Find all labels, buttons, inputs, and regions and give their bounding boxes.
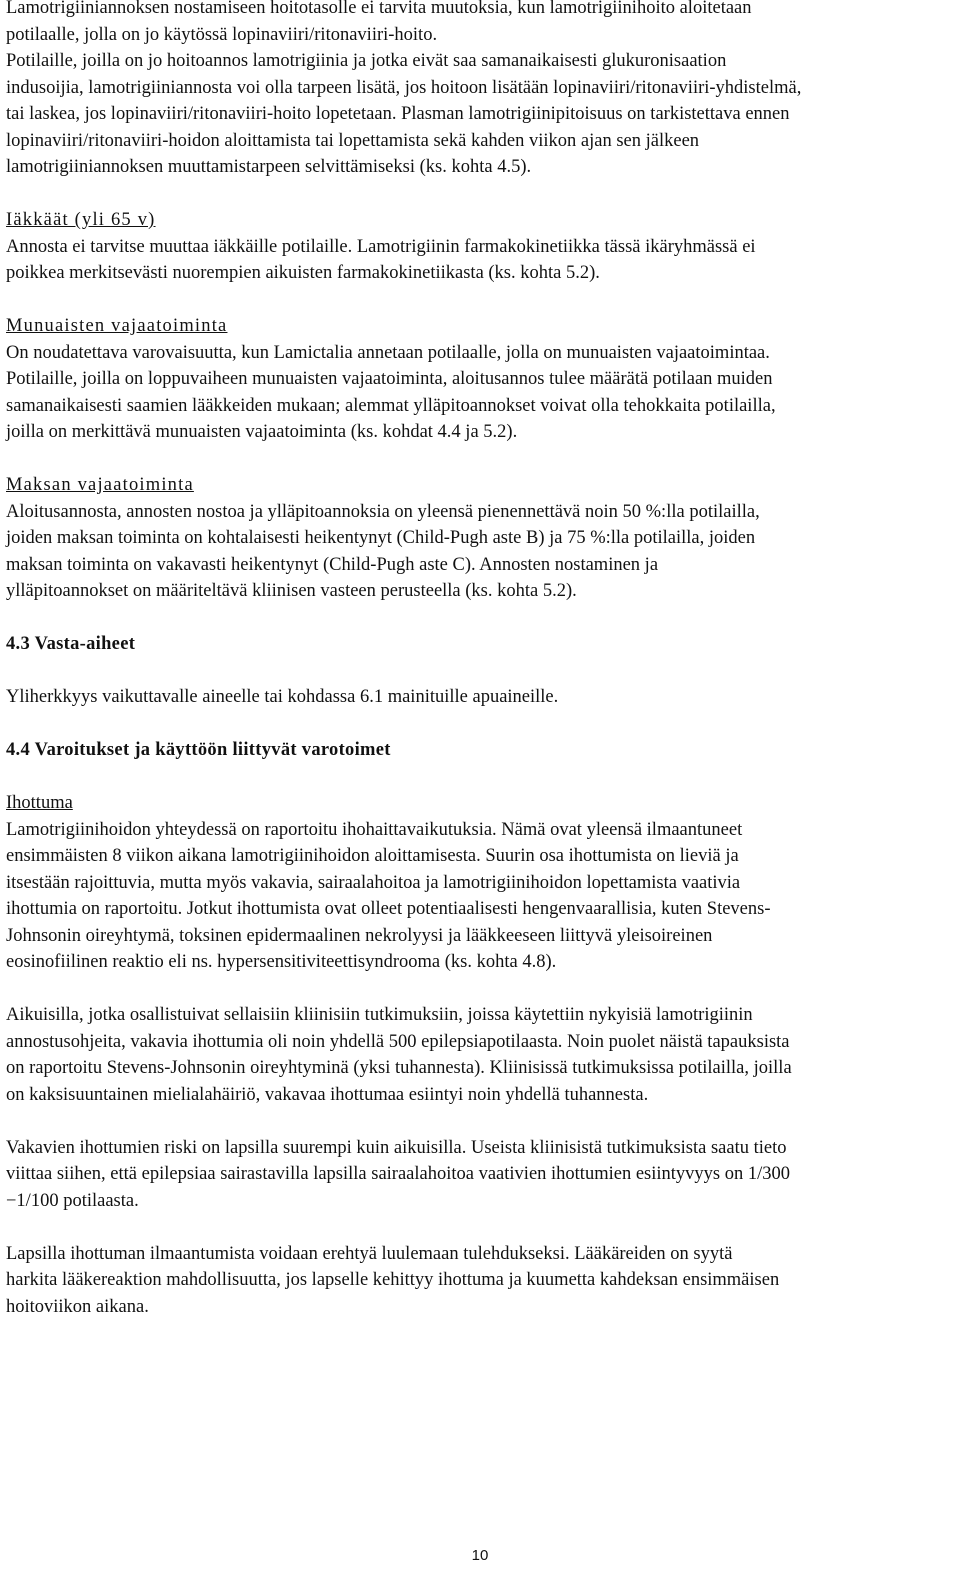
- text-line: tai laskea, jos lopinaviiri/ritonaviiri-hoito lopetetaan. Plasman lamotrigiinipitoisuus on tarkistettava ennen: [6, 104, 790, 124]
- text-line: annostusohjeita, vakavia ihottumia oli noin yhdellä 500 epilepsiapotilaasta. Noin puolet näistä tapauksista: [6, 1031, 790, 1052]
- text-line: joiden maksan toiminta on kohtalaisesti heikentynyt (Child-Pugh aste B) ja 75 %:lla potilailla, joiden: [6, 528, 756, 548]
- text-line: ylläpitoannokset on määriteltävä kliinisen vasteen perusteella (ks. kohta 5.2).: [6, 581, 577, 601]
- text-line: maksan toiminta on vakavasti heikentynyt (Child-Pugh aste C). Annosten nostaminen ja: [6, 554, 659, 575]
- text-line: poikkea merkitsevästi nuorempien aikuisten farmakokinetiikasta (ks. kohta 5.2).: [6, 263, 600, 283]
- elderly-section: [6, 207, 956, 287]
- rash-paragraph-3: [6, 1135, 956, 1215]
- text-line: harkita lääkereaktion mahdollisuutta, jos lapselle kehittyy ihottuma ja kuumetta kahdeksan ensimmäisen: [6, 1270, 780, 1290]
- text-line: eosinofiilinen reaktio eli ns. hypersensitiviteettisyndrooma (ks. kohta 4.8).: [6, 952, 557, 972]
- rash-heading: Ihottuma: [6, 793, 73, 813]
- section-4-4: [6, 737, 956, 1320]
- elderly-heading: Iäkkäät (yli 65 v): [6, 210, 156, 230]
- text-line: viittaa siihen, että epilepsiaa sairastavilla lapsilla sairaalahoitoa vaativien ihottumien esiintyvyys on 1/300: [6, 1164, 790, 1184]
- section-4-4-heading: 4.4 Varoitukset ja käyttöön liittyvät varotoimet: [6, 740, 391, 760]
- text-line: Vakavien ihottumien riski on lapsilla suurempi kuin aikuisilla. Useista kliinisistä tutkimuksista saatu tieto: [6, 1137, 787, 1158]
- text-line: −1/100 potilaasta.: [6, 1190, 139, 1211]
- intro-paragraph: [6, 0, 956, 181]
- section-4-3: [6, 631, 956, 711]
- hepatic-section: [6, 472, 956, 605]
- rash-paragraph-1: [6, 817, 956, 976]
- text-line: Johnsonin oireyhtymä, toksinen epidermaalinen nekrolyysi ja lääkkeeseen liittyvä yleisoireinen: [6, 925, 713, 946]
- text-line: ensimmäisten 8 viikon aikana lamotrigiinihoidon aloittamisesta. Suurin osa ihottumista on lieviä ja: [6, 846, 739, 866]
- text-line: Potilaille, joilla on loppuvaiheen munuaisten vajaatoiminta, aloitusannos tulee määrätä potilaan muiden: [6, 369, 773, 389]
- rash-paragraph-2: [6, 1002, 956, 1108]
- text-line: ihottumia on raportoitu. Jotkut ihottumista ovat olleet potentiaalisesti hengenvaarallisia, kuten Stevens-: [6, 899, 771, 919]
- document-page: [6, 0, 956, 1320]
- renal-heading: Munuaisten vajaatoiminta: [6, 316, 228, 336]
- hepatic-heading: Maksan vajaatoiminta: [6, 475, 194, 495]
- text-line: Potilaille, joilla on jo hoitoannos lamotrigiinia ja jotka eivät saa samanaikaisesti glukuronisaation: [6, 51, 727, 71]
- text-line: on kaksisuuntainen mielialahäiriö, vakavaa ihottumaa esiintyi noin yhdellä tuhannesta.: [6, 1084, 649, 1105]
- text-line: Lamotrigiinihoidon yhteydessä on raportoitu ihohaittavaikutuksia. Nämä ovat yleensä ilmaantuneet: [6, 819, 743, 840]
- text-line: Aikuisilla, jotka osallistuivat sellaisiin kliinisiin tutkimuksiin, joissa käytettiin nykyisiä lamotrigiinin: [6, 1005, 753, 1025]
- text-line: Lamotrigiiniannoksen nostamiseen hoitotasolle ei tarvita muutoksia, kun lamotrigiinihoito aloitetaan: [6, 0, 752, 18]
- text-line: Aloitusannosta, annosten nostoa ja ylläpitoannoksia on yleensä pienennettävä noin 50 %:lla potilailla,: [6, 501, 760, 522]
- renal-section: [6, 313, 956, 446]
- text-line: hoitoviikon aikana.: [6, 1296, 149, 1317]
- text-line: samanaikaisesti saamien lääkkeiden mukaan; alemmat ylläpitoannokset voivat olla tehokkaita potilailla,: [6, 395, 776, 416]
- section-4-3-heading: 4.3 Vasta-aiheet: [6, 634, 136, 654]
- text-line: itsestään rajoittuvia, mutta myös vakavia, sairaalahoitoa ja lamotrigiinihoidon lopettamista vaativia: [6, 872, 741, 893]
- page-number: 10: [471, 1547, 489, 1564]
- text-line: potilaalle, jolla on jo käytössä lopinaviiri/ritonaviiri-hoito.: [6, 24, 438, 45]
- text-line: on raportoitu Stevens-Johnsonin oireyhtyminä (yksi tuhannesta). Kliinisissä tutkimuksissa potilailla, joilla: [6, 1058, 792, 1078]
- text-line: joilla on merkittävä munuaisten vajaatoiminta (ks. kohdat 4.4 ja 5.2).: [6, 422, 518, 442]
- text-line: lopinaviiri/ritonaviiri-hoidon aloittamista tai lopettamista sekä kahden viikon ajan sen jälkeen: [6, 130, 700, 151]
- text-line: indusoijia, lamotrigiiniannosta voi olla tarpeen lisätä, jos hoitoon lisätään lopinaviiri/ritonaviiri-yhdistelmä,: [6, 77, 802, 98]
- text-line: Annosta ei tarvitse muuttaa iäkkäille potilaille. Lamotrigiinin farmakokinetiikka tässä ikäryhmässä ei: [6, 236, 756, 257]
- text-line: lamotrigiiniannoksen muuttamistarpeen selvittämiseksi (ks. kohta 4.5).: [6, 157, 532, 177]
- rash-paragraph-4: [6, 1241, 956, 1321]
- text-line: Yliherkkyys vaikuttavalle aineelle tai kohdassa 6.1 mainituille apuaineille.: [6, 687, 559, 707]
- text-line: On noudatettava varovaisuutta, kun Lamictalia annetaan potilaalle, jolla on munuaisten vajaatoimintaa.: [6, 342, 770, 363]
- text-line: Lapsilla ihottuman ilmaantumista voidaan erehtyä luulemaan tulehdukseksi. Lääkäreiden on syytä: [6, 1243, 733, 1264]
